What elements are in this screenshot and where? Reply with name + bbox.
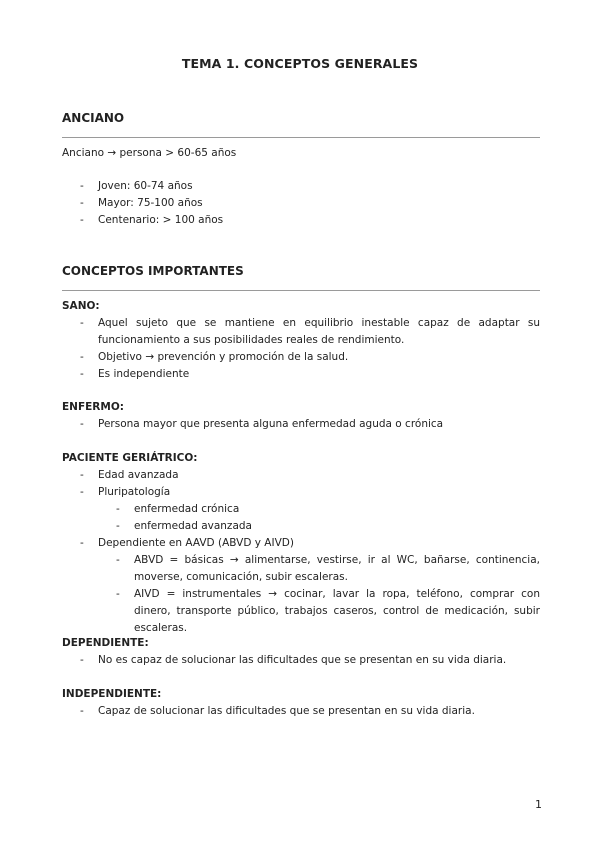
- concept-label-dependiente: DEPENDIENTE:: [62, 637, 149, 649]
- sub-list-item: enfermedad avanzada: [134, 520, 252, 532]
- bullet-dash: -: [80, 180, 84, 192]
- bullet-dash: -: [116, 554, 120, 566]
- bullet-dash: -: [116, 588, 120, 600]
- list-item: No es capaz de solucionar las dificultades que se presentan en su vida diaria.: [98, 654, 507, 666]
- bullet-dash: -: [80, 197, 84, 209]
- section-heading-conceptos: CONCEPTOS IMPORTANTES: [62, 264, 244, 278]
- list-item: Edad avanzada: [98, 469, 179, 481]
- bullet-dash: -: [116, 520, 120, 532]
- list-item: Dependiente en AAVD (ABVD y AIVD): [98, 537, 294, 549]
- bullet-dash: -: [80, 351, 84, 363]
- section-divider: [62, 137, 540, 138]
- list-item: Es independiente: [98, 368, 190, 380]
- anciano-definition: Anciano → persona > 60-65 años: [62, 147, 237, 159]
- list-item: Joven: 60-74 años: [98, 180, 193, 192]
- bullet-dash: -: [80, 214, 84, 226]
- bullet-dash: -: [80, 705, 84, 717]
- page-title: TEMA 1. CONCEPTOS GENERALES: [181, 56, 419, 71]
- concept-label-paciente-geriatrico: PACIENTE GERIÁTRICO:: [62, 452, 198, 464]
- bullet-dash: -: [80, 317, 84, 329]
- list-item: Centenario: > 100 años: [98, 214, 224, 226]
- bullet-dash: -: [80, 418, 84, 430]
- section-heading-anciano: ANCIANO: [62, 111, 125, 125]
- list-item: Capaz de solucionar las dificultades que se presentan en su vida diaria.: [98, 705, 475, 717]
- list-item: Aquel sujeto que se mantiene en equilibrio inestable capaz de adaptar su funcionamiento a sus posibilidades reales de rendimiento.: [98, 317, 540, 346]
- concept-label-enfermo: ENFERMO:: [62, 401, 124, 413]
- section-divider: [62, 290, 540, 291]
- concept-label-sano: SANO:: [62, 300, 100, 312]
- sub-list-item: AIVD = instrumentales → cocinar, lavar la ropa, teléfono, comprar con dinero, transporte público, trabajos caseros, control de medicación, subir escaleras.: [134, 588, 540, 634]
- list-item: Persona mayor que presenta alguna enfermedad aguda o crónica: [98, 418, 444, 430]
- bullet-dash: -: [80, 537, 84, 549]
- list-item: Pluripatología: [98, 486, 171, 498]
- bullet-dash: -: [80, 486, 84, 498]
- bullet-dash: -: [80, 654, 84, 666]
- sub-list-item: ABVD = básicas → alimentarse, vestirse, ir al WC, bañarse, continencia, moverse, comunicación, subir escaleras.: [134, 554, 540, 583]
- list-item: Mayor: 75-100 años: [98, 197, 203, 209]
- bullet-dash: -: [80, 469, 84, 481]
- page-number: 1: [535, 798, 542, 811]
- list-item: Objetivo → prevención y promoción de la salud.: [98, 351, 349, 363]
- concept-label-independiente: INDEPENDIENTE:: [62, 688, 162, 700]
- bullet-dash: -: [116, 503, 120, 515]
- sub-list-item: enfermedad crónica: [134, 503, 240, 515]
- bullet-dash: -: [80, 368, 84, 380]
